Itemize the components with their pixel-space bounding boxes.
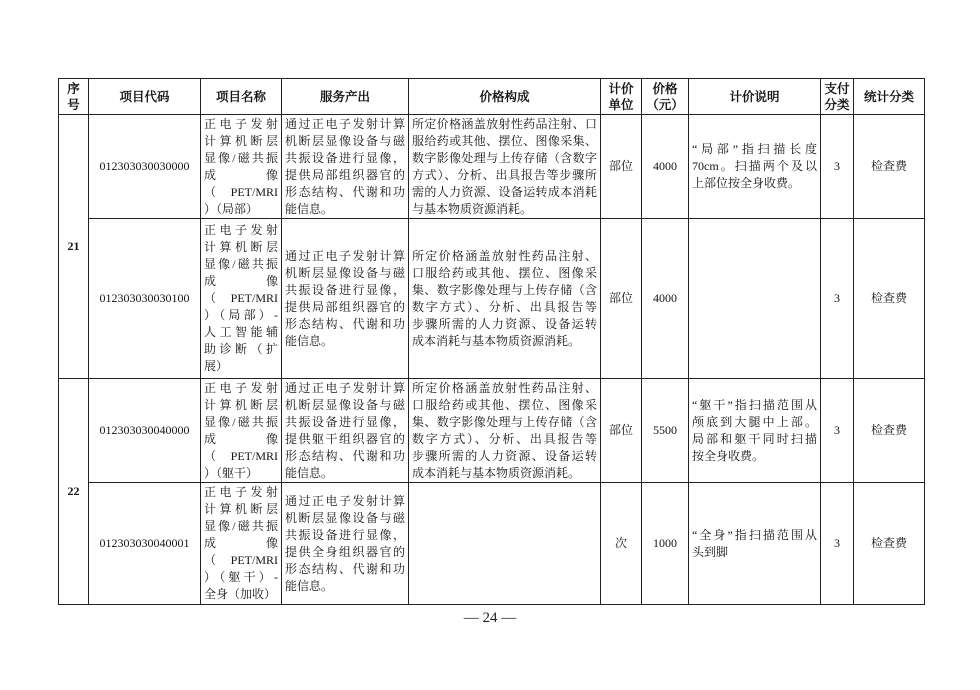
text-line: （ PET/MRI: [204, 184, 278, 199]
text-line: 机断层显像设备与磁: [285, 397, 405, 412]
text-line: 形态结构、代谢和功: [285, 184, 405, 199]
header-label-line: 号: [67, 97, 80, 112]
text-line: 服给药或其他、摆位、图像采集、: [412, 133, 597, 148]
text-line: 计算机断层: [204, 240, 278, 254]
service-output: [282, 379, 409, 483]
price-composition: [409, 379, 601, 483]
project-name: [201, 379, 282, 483]
text-line: 成像: [204, 431, 278, 446]
project-code: 012303030030100: [89, 219, 201, 379]
text-line: 通过正电子发射计算: [285, 493, 405, 508]
table-header-row: [59, 79, 925, 115]
header-label-line: 单位: [608, 97, 634, 112]
text-line: （ PET/MRI: [204, 291, 278, 305]
text-line: 需的人力资源、设备运转成本消耗: [412, 184, 597, 199]
text-line: 提供局部组织器官的: [285, 299, 405, 314]
text-line: 提供全身组织器官的: [285, 544, 405, 559]
text-line: 计算机断层: [204, 133, 278, 148]
price-composition: [409, 483, 601, 605]
text-line: 能信息。: [285, 333, 334, 348]
statistics-category: 检查费: [854, 219, 925, 379]
pricing-unit: 部位: [601, 379, 642, 483]
price: 4000: [642, 219, 689, 379]
text-line: 头到脚: [692, 544, 729, 559]
table-row: [59, 379, 925, 483]
text-line: ）（躯干）: [204, 465, 259, 480]
service-output: [282, 483, 409, 605]
text-line: 成本消耗与基本物质资源消耗。: [412, 465, 581, 480]
text-line: 所定价格涵盖放射性药品注射、: [412, 380, 597, 395]
price: 1000: [642, 483, 689, 605]
text-line: 数字影像处理与上传存储（含数字: [412, 150, 597, 165]
payment-category: 3: [821, 115, 854, 219]
project-name: [201, 219, 282, 379]
pricing-unit: 部位: [601, 115, 642, 219]
price-composition: [409, 115, 601, 219]
text-line: 形态结构、代谢和功: [285, 448, 405, 463]
pricing-unit: 次: [601, 483, 642, 605]
header-code: 项目代码: [89, 79, 201, 115]
text-line: 局部和躯干同时扫描: [692, 431, 817, 446]
text-line: 步骤所需的人力资源、设备运转: [412, 316, 597, 331]
text-line: 集、数字影像处理与上传存储（含: [412, 414, 597, 429]
text-line: 形态结构、代谢和功: [285, 561, 405, 576]
table-row: [59, 115, 925, 219]
header-price: [642, 79, 689, 115]
text-line: 显像/磁共振: [204, 519, 278, 533]
payment-category: 3: [821, 379, 854, 483]
payment-category: 3: [821, 483, 854, 605]
text-line: 计算机断层: [204, 502, 278, 516]
text-line: 数字方式）、分析、出具报告等: [412, 431, 597, 446]
header-label-line: 价格: [652, 81, 678, 96]
text-line: 方式）、分析、出具报告等步骤所: [412, 167, 597, 182]
text-line: （ PET/MRI: [204, 553, 278, 567]
service-output: [282, 115, 409, 219]
text-line: 共振设备进行显像，: [285, 527, 405, 542]
text-line: 正电子发射: [204, 380, 278, 395]
header-label-line: 计价: [608, 81, 634, 96]
project-name: [201, 483, 282, 605]
text-line: 显像/磁共振: [204, 414, 278, 429]
pricing-note: [689, 483, 821, 605]
header-name: 项目名称: [201, 79, 282, 115]
seq-number: 21: [59, 115, 89, 379]
text-line: 所定价格涵盖放射性药品注射、口: [412, 116, 597, 131]
payment-category: 3: [821, 219, 854, 379]
header-label-line: 支付: [824, 81, 850, 96]
text-line: 步骤所需的人力资源、设备运转: [412, 448, 597, 463]
statistics-category: 检查费: [854, 115, 925, 219]
text-line: ）（局部）: [204, 201, 259, 216]
text-line: 助诊断（扩: [204, 342, 278, 356]
text-line: 能信息。: [285, 201, 334, 216]
text-line: 70cm。扫描两个及以: [692, 159, 817, 173]
header-statistics: 统计分类: [854, 79, 925, 115]
text-line: 通过正电子发射计算: [285, 248, 405, 263]
text-line: 机断层显像设备与磁: [285, 133, 405, 148]
header-note: 计价说明: [689, 79, 821, 115]
text-line: 集、数字影像处理与上传存储（含: [412, 282, 597, 297]
text-line: 成本消耗与基本物质资源消耗。: [412, 333, 581, 348]
statistics-category: 检查费: [854, 379, 925, 483]
statistics-category: 检查费: [854, 483, 925, 605]
text-line: 共振设备进行显像，: [285, 282, 405, 297]
table-row: [59, 483, 925, 605]
price: 4000: [642, 115, 689, 219]
pricing-unit: 部位: [601, 219, 642, 379]
service-output: [282, 219, 409, 379]
text-line: “躯干”指扫描范围从: [692, 397, 817, 412]
text-line: 按全身收费。: [692, 448, 765, 463]
text-line: 正电子发射: [204, 116, 278, 131]
price-composition: [409, 219, 601, 379]
text-line: 人工智能辅: [204, 325, 278, 339]
pricing-note: [689, 219, 821, 379]
text-line: 通过正电子发射计算: [285, 116, 405, 131]
text-line: 机断层显像设备与磁: [285, 265, 405, 280]
text-line: 颅底到大腿中上部。: [692, 414, 817, 429]
project-code: 012303030040000: [89, 379, 201, 483]
text-line: 上部位按全身收费。: [692, 176, 801, 190]
text-line: 全身（加收）: [204, 587, 277, 601]
text-line: 提供局部组织器官的: [285, 167, 405, 182]
text-line: “全身”指扫描范围从: [692, 527, 817, 542]
header-payment: [821, 79, 854, 115]
project-name: [201, 115, 282, 219]
text-line: 能信息。: [285, 465, 334, 480]
header-output: 服务产出: [282, 79, 409, 115]
text-line: “局部”指扫描长度: [692, 142, 817, 156]
text-line: 成像: [204, 167, 278, 182]
text-line: 数字方式）、分析、出具报告等: [412, 299, 597, 314]
text-line: ）（局部）-: [204, 308, 278, 322]
text-line: 口服给药或其他、摆位、图像采: [412, 265, 597, 280]
price: 5500: [642, 379, 689, 483]
text-line: 共振设备进行显像，: [285, 414, 405, 429]
text-line: 能信息。: [285, 578, 334, 593]
header-seq: [59, 79, 89, 115]
text-line: 展）: [204, 359, 229, 373]
text-line: 提供躯干组织器官的: [285, 431, 405, 446]
project-code: 012303030040001: [89, 483, 201, 605]
seq-number: 22: [59, 379, 89, 605]
pricing-note: [689, 115, 821, 219]
pricing-note: [689, 379, 821, 483]
text-line: 所定价格涵盖放射性药品注射、: [412, 248, 597, 263]
text-line: 共振设备进行显像，: [285, 150, 405, 165]
text-line: ）（躯干）-: [204, 570, 278, 584]
text-line: 口服给药或其他、摆位、图像采: [412, 397, 597, 412]
text-line: 显像/磁共振: [204, 150, 278, 165]
header-label-line: 序: [67, 81, 80, 96]
text-line: 计算机断层: [204, 397, 278, 412]
text-line: 形态结构、代谢和功: [285, 316, 405, 331]
text-line: 成像: [204, 536, 278, 550]
header-composition: 价格构成: [409, 79, 601, 115]
text-line: （ PET/MRI: [204, 448, 278, 463]
project-code: 012303030030000: [89, 115, 201, 219]
text-line: 显像/磁共振: [204, 257, 278, 271]
text-line: 正电子发射: [204, 223, 278, 237]
header-label-line: （元）: [646, 97, 684, 112]
pricing-table: [58, 78, 925, 605]
text-line: 成像: [204, 274, 278, 288]
table-row: [59, 219, 925, 379]
text-line: 通过正电子发射计算: [285, 380, 405, 395]
text-line: 正电子发射: [204, 485, 278, 499]
header-unit: [601, 79, 642, 115]
text-line: 与基本物质资源消耗。: [412, 201, 533, 216]
header-label-line: 分类: [824, 97, 850, 112]
text-line: 机断层显像设备与磁: [285, 510, 405, 525]
page-number: — 24 —: [463, 610, 517, 626]
